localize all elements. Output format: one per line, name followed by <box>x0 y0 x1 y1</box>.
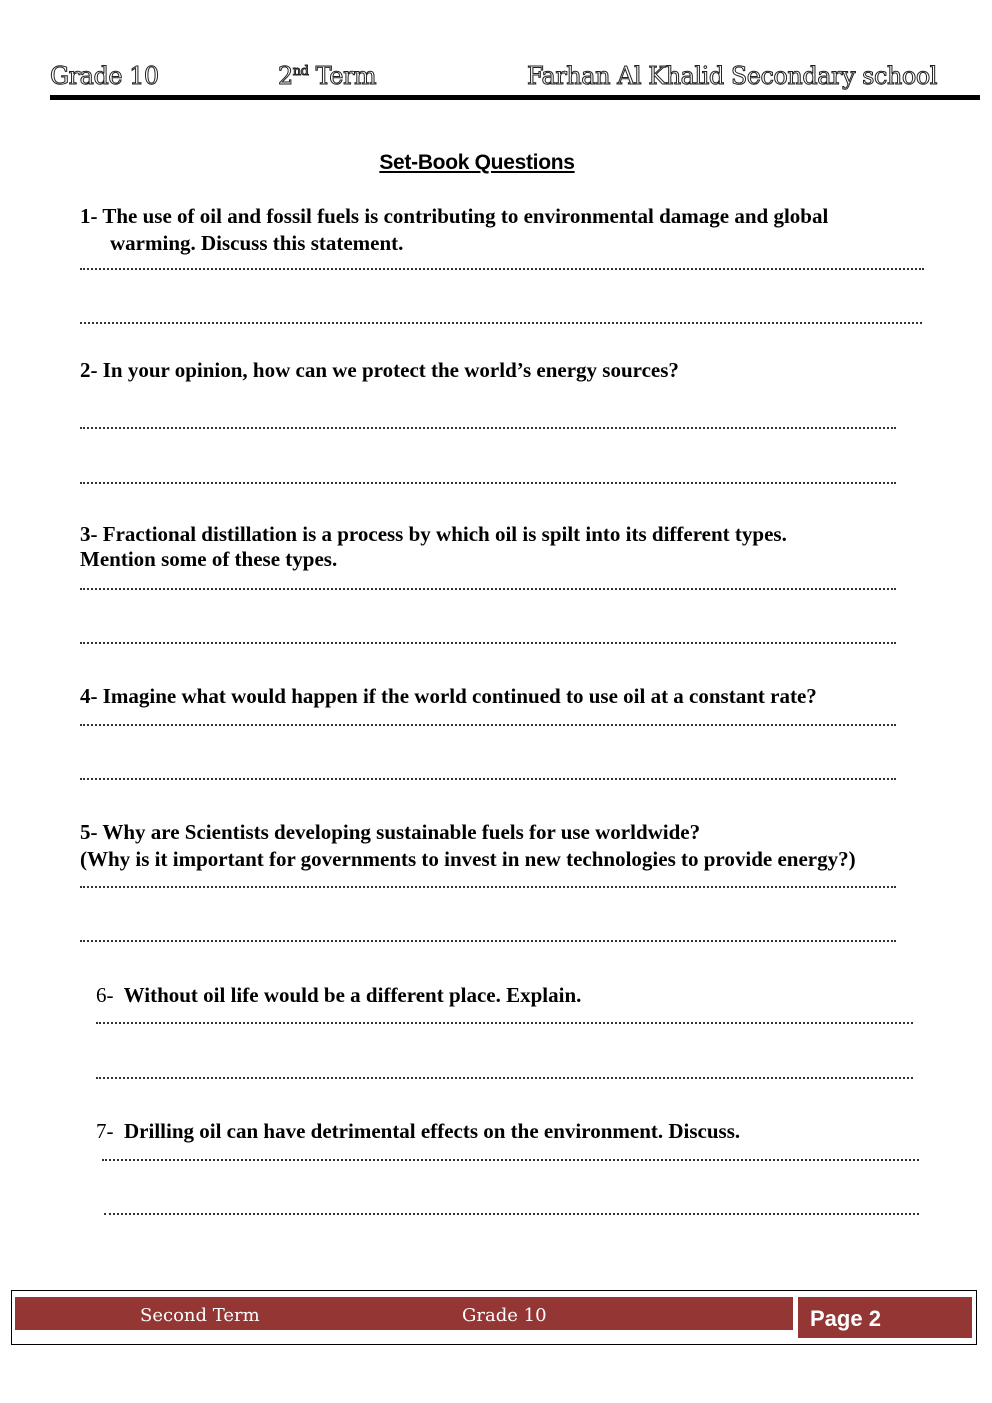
answer-line[interactable] <box>96 1022 913 1024</box>
answer-line[interactable] <box>80 588 896 590</box>
term-number: 2 <box>278 62 293 90</box>
answer-line[interactable] <box>96 1077 913 1079</box>
header-grade: Grade 10 <box>50 62 159 90</box>
question-6 <box>96 982 581 1009</box>
answer-line[interactable] <box>80 482 896 484</box>
question-text: 3- Fractional distillation is a process by which oil is spilt into its different types. <box>80 522 787 546</box>
header-term <box>278 62 376 90</box>
header-rule <box>50 95 980 100</box>
term-word: Term <box>308 62 377 90</box>
question-2: 2- In your opinion, how can we protect the world’s energy sources? <box>80 358 679 382</box>
question-text: Without oil life would be a different place. Explain. <box>123 983 582 1007</box>
answer-line[interactable] <box>104 1213 919 1215</box>
page-title: Set-Book Questions <box>379 151 575 174</box>
question-number: 6- <box>96 983 114 1007</box>
answer-line[interactable] <box>80 940 896 942</box>
question-7 <box>96 1118 740 1145</box>
question-5 <box>80 819 856 873</box>
footer-bar <box>15 1297 793 1330</box>
answer-line[interactable] <box>80 322 922 324</box>
answer-line[interactable] <box>80 724 896 726</box>
answer-line[interactable] <box>80 427 896 429</box>
footer-term: Second Term <box>140 1305 260 1326</box>
answer-line[interactable] <box>80 778 896 780</box>
question-text: Drilling oil can have detrimental effects on the environment. Discuss. <box>124 1119 741 1143</box>
question-number: 7- <box>96 1119 114 1143</box>
question-3 <box>80 521 787 573</box>
question-text: (Why is it important for governments to invest in new technologies to provide energy?) <box>80 847 856 871</box>
question-4: 4- Imagine what would happen if the world continued to use oil at a constant rate? <box>80 684 817 708</box>
answer-line[interactable] <box>80 268 924 270</box>
answer-line[interactable] <box>80 886 896 888</box>
answer-line[interactable] <box>102 1159 919 1161</box>
answer-line[interactable] <box>80 642 896 644</box>
footer-grade: Grade 10 <box>462 1305 547 1326</box>
question-text: 5- Why are Scientists developing sustainable fuels for use worldwide? <box>80 820 701 844</box>
question-text: 1- The use of oil and fossil fuels is contributing to environmental damage and global <box>80 204 829 228</box>
page-number: Page 2 <box>798 1297 972 1338</box>
term-suffix: nd <box>292 64 309 79</box>
header-school: Farhan Al Khalid Secondary school <box>527 62 937 90</box>
question-1 <box>80 203 828 257</box>
question-text: warming. Discuss this statement. <box>110 231 404 255</box>
question-text: Mention some of these types. <box>80 547 338 571</box>
